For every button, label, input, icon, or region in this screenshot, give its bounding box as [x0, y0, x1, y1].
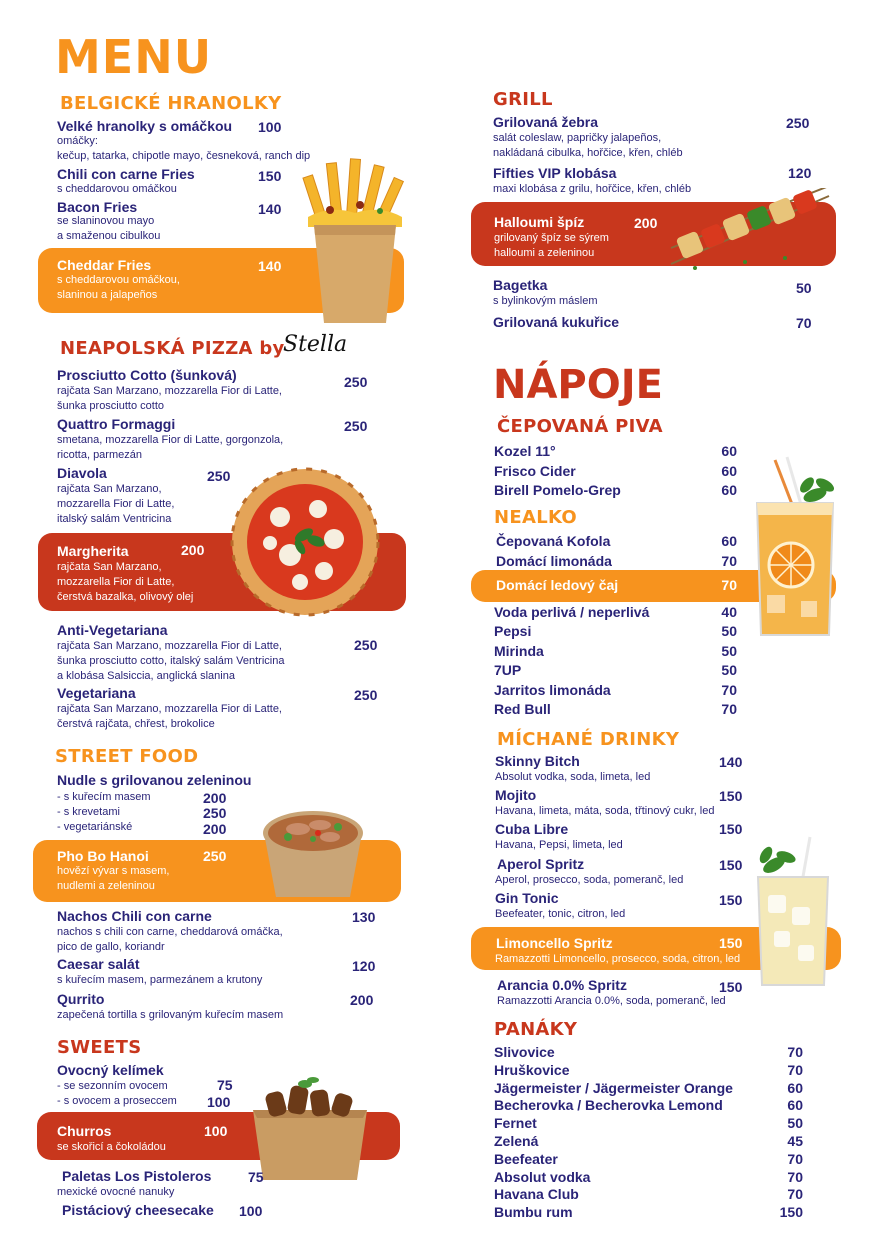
drink-row: [494, 604, 737, 623]
item-name: Paletas Los Pistoleros: [62, 1168, 212, 1184]
nealko-list-top: [496, 533, 737, 572]
item-desc: kečup, tatarka, chipotle mayo, česneková, ranch dip: [57, 150, 311, 162]
drink-price: 70: [721, 700, 737, 717]
item-desc: Havana, limeta, máta, soda, třtinový cukr, led: [495, 805, 715, 817]
item-name: Velké hranolky s omáčkou: [57, 118, 233, 134]
drink-row: [494, 701, 737, 720]
item-desc: rajčata San Marzano, mozzarella Fior di Latte,: [57, 385, 282, 397]
item-desc: ricotta, parmezán: [57, 449, 142, 461]
item-desc: Havana, Pepsi, limeta, led: [495, 839, 623, 851]
pho-bowl-image: [258, 793, 368, 903]
item-name: Cuba Libre: [495, 821, 569, 837]
item-name: Quattro Formaggi: [57, 416, 176, 432]
item-desc: rajčata San Marzano,: [57, 483, 162, 495]
drink-name: Voda perlivá / neperlivá: [494, 604, 650, 620]
item-desc: maxi klobása z grilu, hořčice, křen, chléb: [493, 183, 692, 195]
shots-list: [494, 1044, 803, 1222]
item-price: 250: [354, 687, 378, 703]
item-price: 75: [248, 1169, 264, 1185]
option-label: - s ovocem a proseccem: [57, 1095, 177, 1107]
item-name: Diavola: [57, 465, 107, 481]
item-desc: mozzarella Fior di Latte,: [57, 498, 175, 510]
item-desc: rajčata San Marzano,: [57, 561, 162, 573]
drink-row: [494, 1097, 803, 1115]
option-label: - s kuřecím masem: [57, 791, 151, 803]
section-heading-belgicke: BELGICKÉ HRANOLKY: [60, 93, 282, 114]
drink-row: [494, 623, 737, 642]
drink-name: Čepovaná Kofola: [496, 533, 611, 549]
item-name: Arancia 0.0% Spritz: [497, 977, 627, 993]
pizza-image: [230, 467, 380, 617]
drink-row: [494, 1133, 803, 1151]
nealko-list-bottom: [494, 604, 737, 720]
item-price: 150: [258, 168, 282, 184]
item-price: 150: [719, 857, 743, 873]
item-price: 120: [788, 165, 812, 181]
item-price: 70: [796, 315, 812, 331]
item-desc: čerstvá rajčata, chřest, brokolice: [57, 718, 215, 730]
item-desc: nachos s chili con carne, cheddarová omáčka,: [57, 926, 283, 938]
drink-price: 70: [721, 681, 737, 698]
iced-tea-glass-image: [745, 455, 845, 645]
item-name: Caesar salát: [57, 956, 140, 972]
drink-name: Frisco Cider: [494, 462, 576, 479]
section-heading-sweets: SWEETS: [57, 1037, 142, 1058]
drink-price: 50: [787, 1115, 803, 1132]
item-desc: mozzarella Fior di Latte,: [57, 576, 175, 588]
item-desc: Aperol, prosecco, soda, pomeranč, led: [495, 874, 684, 886]
drink-price: 60: [787, 1079, 803, 1096]
drink-name: Red Bull: [494, 700, 551, 717]
section-heading-pizza: NEAPOLSKÁ PIZZA by: [60, 338, 285, 359]
item-name: Gin Tonic: [495, 890, 559, 906]
drink-price: 150: [779, 1204, 803, 1221]
drink-name: Bumbu rum: [494, 1204, 573, 1221]
option-label: - s krevetami: [57, 806, 120, 818]
fries-image: [300, 155, 410, 325]
churros-box-image: [245, 1070, 375, 1185]
drink-price: 60: [721, 533, 737, 549]
drink-row: [494, 1062, 803, 1080]
drink-row: [494, 1080, 803, 1098]
item-desc: smetana, mozzarella Fior di Latte, gorgonzola,: [57, 434, 284, 446]
item-desc: se skořicí a čokoládou: [57, 1141, 166, 1153]
item-desc: nakládaná cibulka, hořčice, křen, chléb: [493, 147, 683, 159]
drink-name: Kozel 11°: [494, 443, 556, 459]
gin-tonic-glass-image: [748, 835, 838, 990]
item-desc: halloumi a zeleninou: [494, 247, 595, 259]
item-price: 50: [796, 280, 812, 296]
item-desc: Absolut vodka, soda, limeta, led: [495, 771, 651, 783]
drink-price: 40: [721, 604, 737, 620]
item-price: 150: [719, 979, 743, 995]
item-desc: zapečená tortilla s grilovaným kuřecím masem: [57, 1009, 284, 1021]
option-label: - vegetariánské: [57, 821, 133, 833]
beer-list: [494, 443, 737, 502]
item-price: 100: [258, 119, 282, 135]
option-price: 100: [207, 1094, 231, 1110]
item-price: 100: [239, 1203, 263, 1219]
item-desc: omáčky:: [57, 135, 98, 147]
drink-price: 70: [787, 1168, 803, 1185]
drink-name: Zelená: [494, 1132, 539, 1149]
item-price: 250: [344, 374, 368, 390]
item-desc: mexické ovocné nanuky: [57, 1186, 175, 1198]
option-price: 200: [203, 790, 227, 806]
item-desc: grilovaný špíz se sýrem: [494, 232, 609, 244]
item-desc: s kuřecím masem, parmezánem a krutony: [57, 974, 263, 986]
section-heading-street-food: STREET FOOD: [55, 746, 199, 767]
drink-row: [494, 482, 737, 502]
item-desc: italský salám Ventricina: [57, 513, 172, 525]
drink-price: 45: [787, 1132, 803, 1149]
item-name: Churros: [57, 1123, 112, 1139]
drink-name: Slivovice: [494, 1044, 555, 1060]
section-heading-michane-drinky: MÍCHANÉ DRINKY: [497, 729, 680, 750]
item-price: 250: [344, 418, 368, 434]
item-price: 120: [352, 958, 376, 974]
item-price: 250: [203, 848, 227, 864]
section-heading-grill: GRILL: [493, 89, 553, 110]
item-name: Grilovaná žebra: [493, 114, 599, 130]
section-heading-nealko: NEALKO: [494, 507, 578, 528]
item-price: 150: [719, 788, 743, 804]
item-desc: pico de gallo, koriandr: [57, 941, 165, 953]
drink-row: [494, 682, 737, 701]
item-name: Anti-Vegetariana: [57, 622, 168, 638]
item-price: 140: [258, 201, 282, 217]
drink-name: Beefeater: [494, 1150, 558, 1167]
drink-name: Pepsi: [494, 623, 532, 640]
item-name: Grilovaná kukuřice: [493, 314, 620, 330]
item-desc: Ramazzotti Limoncello, prosecco, soda, citron, led: [495, 953, 741, 965]
item-desc: čerstvá bazalka, olivový olej: [57, 591, 194, 603]
drink-price: 50: [721, 642, 737, 659]
drink-name: Domácí ledový čaj: [496, 577, 619, 593]
item-price: 130: [352, 909, 376, 925]
option-price: 250: [203, 805, 227, 821]
item-desc: Ramazzotti Arancia 0.0%, soda, pomeranč, led: [497, 995, 726, 1007]
item-desc: s cheddarovou omáčkou,: [57, 274, 180, 286]
drink-name: Mirinda: [494, 642, 544, 659]
drink-row: [496, 577, 737, 595]
item-desc: a smaženou cibulkou: [57, 230, 161, 242]
item-desc: s cheddarovou omáčkou: [57, 183, 177, 195]
item-name: Bacon Fries: [57, 199, 138, 215]
drink-name: Absolut vodka: [494, 1168, 591, 1185]
drink-price: 60: [721, 443, 737, 459]
item-price: 200: [634, 215, 658, 231]
drink-price: 70: [787, 1150, 803, 1167]
drink-price: 60: [787, 1097, 803, 1114]
menu-title: MENU: [55, 30, 213, 84]
drink-price: 60: [721, 482, 737, 498]
drink-price: 70: [787, 1061, 803, 1078]
section-heading-panaky: PANÁKY: [494, 1019, 578, 1040]
item-price: 150: [719, 935, 743, 951]
item-name: Aperol Spritz: [497, 856, 585, 872]
stella-logo: Stella: [283, 332, 348, 357]
drink-row: [494, 1115, 803, 1133]
section-heading-cepovana-piva: ČEPOVANÁ PIVA: [497, 416, 663, 437]
drink-name: Domácí limonáda: [496, 552, 612, 569]
drink-row: [494, 463, 737, 483]
item-price: 140: [719, 754, 743, 770]
drink-name: Hruškovice: [494, 1061, 570, 1078]
drink-row: [494, 1151, 803, 1169]
drink-row: [496, 553, 737, 573]
option-price: 200: [203, 821, 227, 837]
item-price: 200: [181, 542, 205, 558]
item-name: Vegetariana: [57, 685, 136, 701]
item-price: 250: [786, 115, 810, 131]
item-price: 250: [354, 637, 378, 653]
item-name: Qurrito: [57, 991, 105, 1007]
drink-price: 70: [721, 552, 737, 569]
drink-row: [496, 533, 737, 553]
item-desc: hovězí vývar s masem,: [57, 865, 170, 877]
item-name: Bagetka: [493, 277, 548, 293]
item-desc: salát coleslaw, papričky jalapeños,: [493, 132, 662, 144]
drink-price: 50: [721, 623, 737, 640]
drink-row: [494, 1204, 803, 1222]
napoje-title: NÁPOJE: [493, 362, 663, 408]
drink-name: Becherovka / Becherovka Lemond: [494, 1097, 723, 1114]
item-desc: se slaninovou mayo: [57, 215, 155, 227]
drink-price: 60: [721, 462, 737, 479]
item-name: Chili con carne Fries: [57, 166, 195, 182]
item-desc: nudlemi a zeleninou: [57, 880, 155, 892]
item-name: Skinny Bitch: [495, 753, 580, 769]
drink-row: [494, 1186, 803, 1204]
drink-row: [494, 1169, 803, 1187]
item-name: Mojito: [495, 787, 537, 803]
item-name: Halloumi špíz: [494, 214, 585, 230]
item-price: 150: [719, 892, 743, 908]
item-name: Limoncello Spritz: [496, 935, 613, 951]
item-desc: a klobása Salsiccia, anglická slanina: [57, 670, 235, 682]
item-name: Prosciutto Cotto (šunková): [57, 367, 237, 383]
drink-name: Birell Pomelo-Grep: [494, 482, 621, 498]
drink-price: 70: [787, 1044, 803, 1060]
drink-row: [494, 662, 737, 681]
item-name: Nudle s grilovanou zeleninou: [57, 772, 252, 788]
item-name: Cheddar Fries: [57, 257, 152, 273]
drink-price: 50: [721, 662, 737, 679]
item-desc: rajčata San Marzano, mozzarella Fior di Latte,: [57, 703, 282, 715]
item-price: 250: [207, 468, 231, 484]
item-price: 200: [350, 992, 374, 1008]
item-desc: šunka prosciutto cotto: [57, 400, 165, 412]
option-price: 75: [217, 1077, 233, 1093]
item-name: Nachos Chili con carne: [57, 908, 212, 924]
halloumi-skewer-image: [665, 188, 835, 278]
drink-name: Havana Club: [494, 1186, 579, 1203]
drink-name: 7UP: [494, 662, 522, 679]
item-name: Pho Bo Hanoi: [57, 848, 149, 864]
option-label: - se sezonním ovocem: [57, 1080, 168, 1092]
item-name: Margherita: [57, 543, 129, 559]
item-desc: rajčata San Marzano, mozzarella Fior di Latte,: [57, 640, 282, 652]
drink-row: [494, 443, 737, 463]
item-name: Ovocný kelímek: [57, 1062, 164, 1078]
item-desc: šunka prosciutto cotto, italský salám Ventricina: [57, 655, 285, 667]
drink-price: 70: [721, 577, 737, 593]
item-name: Fifties VIP klobása: [493, 165, 617, 181]
drink-row: [494, 643, 737, 662]
item-desc: s bylinkovým máslem: [493, 295, 598, 307]
item-price: 100: [204, 1123, 228, 1139]
drink-price: 70: [787, 1186, 803, 1203]
nealko-highlight-row: [496, 577, 737, 595]
item-name: Pistáciový cheesecake: [62, 1202, 214, 1218]
drink-name: Fernet: [494, 1115, 537, 1132]
item-price: 150: [719, 821, 743, 837]
item-price: 140: [258, 258, 282, 274]
drink-name: Jarritos limonáda: [494, 681, 611, 698]
item-desc: slaninou a jalapeños: [57, 289, 158, 301]
drink-name: Jägermeister / Jägermeister Orange: [494, 1079, 733, 1096]
drink-row: [494, 1044, 803, 1062]
item-desc: Beefeater, tonic, citron, led: [495, 908, 626, 920]
